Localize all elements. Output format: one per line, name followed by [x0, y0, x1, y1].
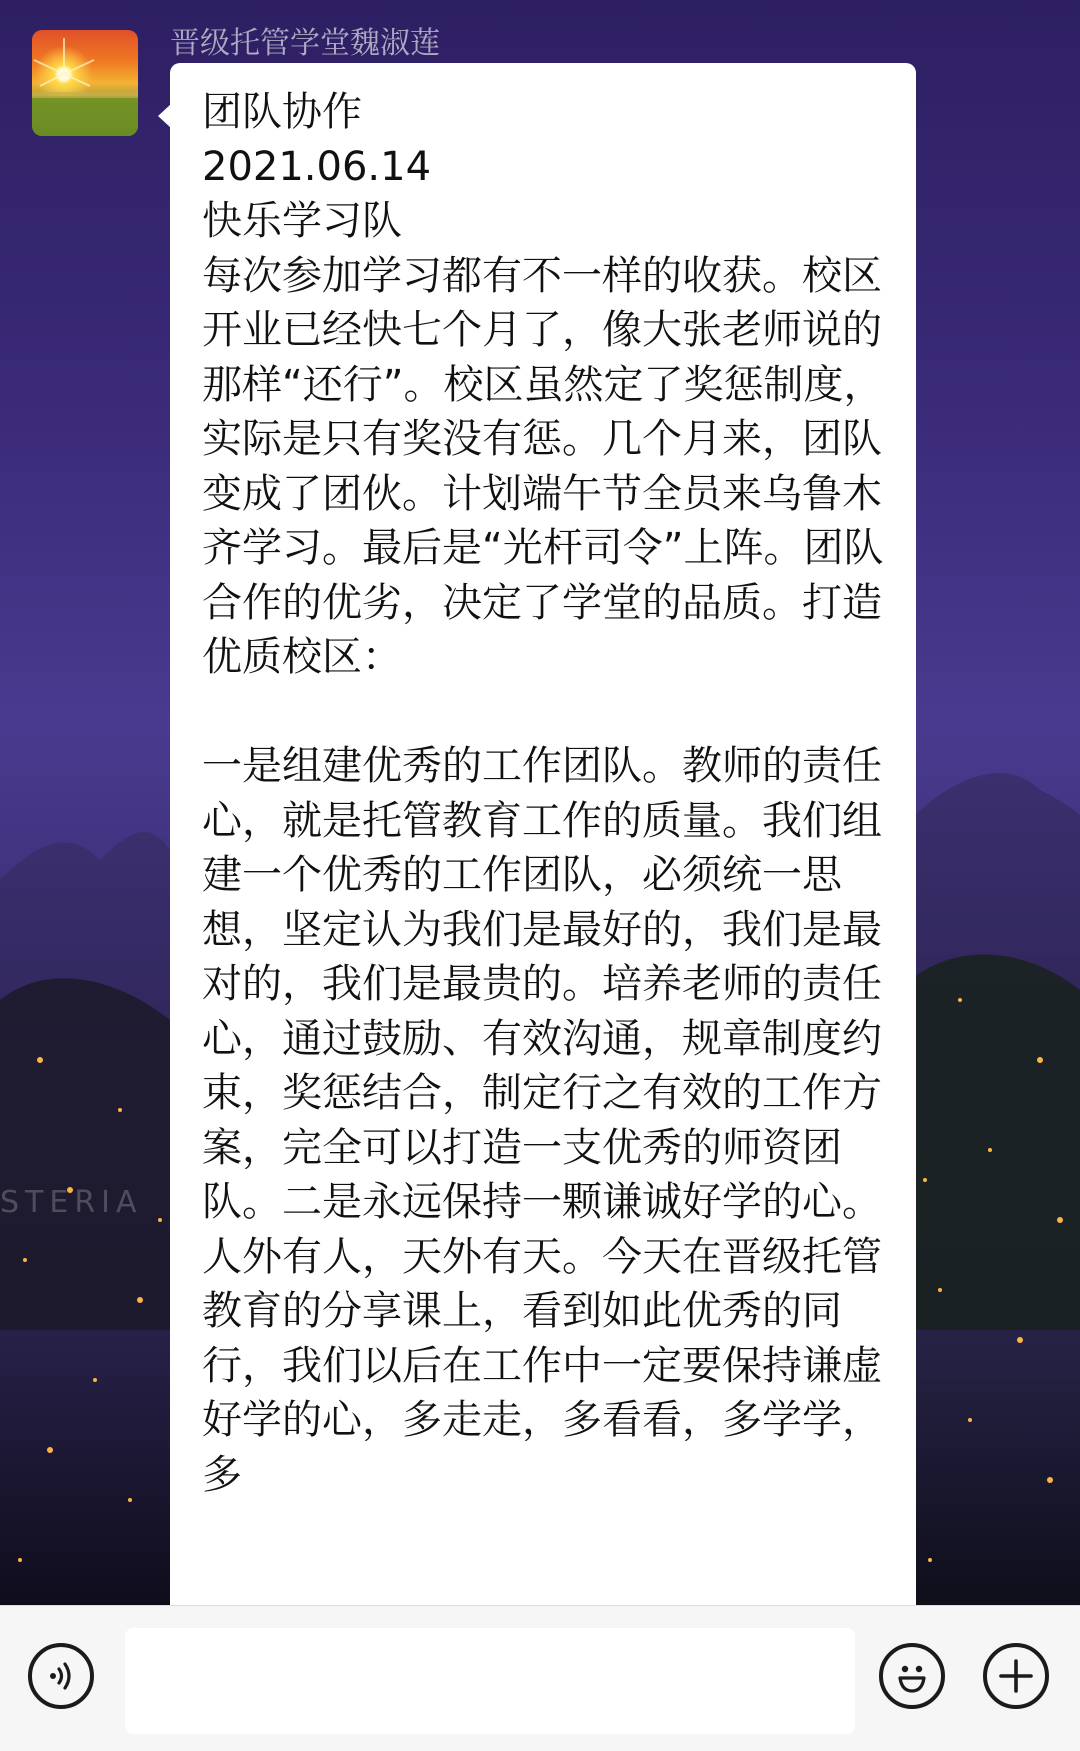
voice-icon [44, 1659, 78, 1693]
chat-input-bar [0, 1605, 1080, 1751]
sender-name: 晋级托管学堂魏淑莲 [170, 26, 440, 61]
message-text: 团队协作 2021.06.14 快乐学习队 每次参加学习都有不一样的收获。校区开业已经快七个月了，像大张老师说的那样“还行”。校区虽然定了奖惩制度，实际是只有奖没有惩。几个月来，团队变成了团伙。计划端午节全员来乌鲁木齐学习。最后是“光杆司令”上阵。团队合作的优劣，决定了学堂的品质。打造优质校区： 一是组建优秀的工作团队。教师的责任心，就是托管教育工作的质量。我们组建一个优秀的工作团队，必须统一思想，坚定认为我们是最好的，我们是最对的，我们是最贵的。培养老师的责任心，通过鼓励、有效沟通，规章制度约束，奖惩结合，制定行之有效的工作方案，完全可以打造一支优秀的师资团队。二是永远保持一颗谦诚好学的心。人外有人，天外有天。今天在晋级托管教育的分享课上，看到如此优秀的同行，我们以后在工作中一定要保持谦虚好学的心，多走走，多看看，多学学，多 [202, 89, 884, 1498]
emoji-button[interactable] [879, 1643, 945, 1709]
message-bubble[interactable] [170, 63, 916, 1623]
sunset-field-avatar-icon [32, 30, 138, 136]
plus-button[interactable] [983, 1643, 1049, 1709]
emoji-icon [890, 1654, 934, 1698]
message-input[interactable] [125, 1628, 855, 1734]
wallpaper-watermark: STERIA [0, 1185, 143, 1220]
voice-button[interactable] [28, 1643, 94, 1709]
sender-avatar[interactable] [32, 30, 138, 136]
plus-icon [996, 1656, 1036, 1696]
